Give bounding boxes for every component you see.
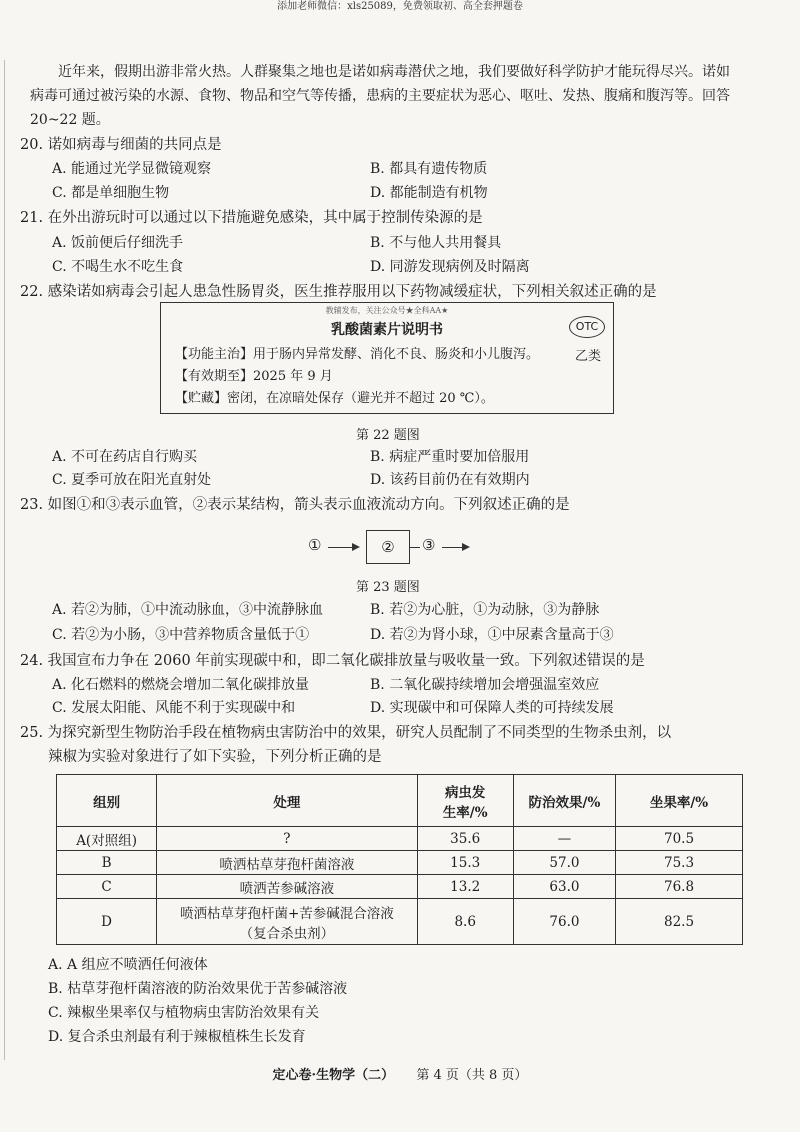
table-header-row	[57, 775, 743, 827]
cell-effect: 76.0	[513, 899, 615, 945]
q21-option-a[interactable]: A. 饭前便后仔细洗手	[52, 235, 184, 251]
header-incidence-line1: 病虫发	[444, 784, 486, 801]
cell-incidence: 35.6	[417, 827, 513, 851]
page-footer	[0, 1064, 800, 1083]
cell-incidence: 13.2	[417, 875, 513, 899]
q25-option-b[interactable]: B. 枯草芽孢杆菌溶液的防治效果优于苦参碱溶液	[48, 981, 348, 997]
otc-badge: OTC	[569, 316, 605, 338]
q22-stem: 22. 感染诺如病毒会引起人患急性肠胃炎，医生推荐服用以下药物减缓症状，下列相关叙述正确的是	[20, 284, 657, 300]
vessel-1-label: ①	[308, 536, 322, 554]
table-row	[57, 875, 743, 899]
top-banner: 添加老师微信：xls25089，免费领取初、高全套押题卷	[277, 1, 523, 12]
q24-option-b[interactable]: B. 二氧化碳持续增加会增强温室效应	[370, 677, 600, 693]
q22-option-c[interactable]: C. 夏季可放在阳光直射处	[52, 472, 212, 488]
medicine-label-figure	[160, 302, 614, 414]
q23-option-d[interactable]: D. 若②为肾小球，①中尿素含量高于③	[370, 627, 614, 643]
q21-stem: 21. 在外出游玩时可以通过以下措施避免感染，其中属于控制传染源的是	[20, 210, 483, 226]
q23-option-a[interactable]: A. 若②为肺，①中流动脉血，③中流静脉血	[52, 602, 324, 618]
cell-effect: —	[513, 827, 615, 851]
header-treatment: 处理	[157, 775, 417, 827]
label-expiry: 【有效期至】2025 年 9 月	[175, 369, 333, 384]
structure-2-box	[366, 530, 410, 564]
arrow-icon	[462, 542, 472, 552]
cell-incidence: 15.3	[417, 851, 513, 875]
cell-fruit-rate: 76.8	[616, 875, 743, 899]
cell-effect: 57.0	[513, 851, 615, 875]
scan-edge	[4, 60, 5, 1060]
q20-stem: 20. 诺如病毒与细菌的共同点是	[20, 137, 222, 153]
otc-category: 乙类	[574, 349, 601, 364]
header-fruit-rate: 坐果率/%	[616, 775, 743, 827]
cell-treatment	[157, 899, 417, 945]
cell-group: D	[57, 899, 157, 945]
footer-page-number: 第 4 页（共 8 页）	[416, 1068, 528, 1083]
q24-option-c[interactable]: C. 发展太阳能、风能不利于实现碳中和	[52, 700, 296, 716]
connector-line	[410, 547, 420, 548]
cell-fruit-rate: 70.5	[616, 827, 743, 851]
q25-option-d[interactable]: D. 复合杀虫剂最有利于辣椒植株生长发育	[48, 1029, 306, 1045]
header-effect: 防治效果/%	[513, 775, 615, 827]
q23-option-c[interactable]: C. 若②为小肠，③中营养物质含量低于①	[52, 627, 310, 643]
cell-treatment-line2: （复合杀虫剂）	[239, 925, 335, 942]
q21-option-c[interactable]: C. 不喝生水不吃生食	[52, 259, 184, 275]
header-group: 组别	[57, 775, 157, 827]
cell-treatment-line1: 喷洒枯草芽孢杆菌+苦参碱混合溶液	[179, 905, 394, 922]
blood-flow-diagram	[306, 530, 476, 566]
structure-2-label: ②	[381, 538, 395, 556]
q24-option-a[interactable]: A. 化石燃料的燃烧会增加二氧化碳排放量	[52, 677, 310, 693]
q25-option-c[interactable]: C. 辣椒坐果率仅与植物病虫害防治效果有关	[48, 1005, 320, 1021]
vessel-3-label: ③	[422, 536, 436, 554]
header-incidence	[417, 775, 513, 827]
cell-fruit-rate: 82.5	[616, 899, 743, 945]
q22-option-b[interactable]: B. 病症严重时要加倍服用	[370, 449, 530, 465]
arrow-icon	[352, 542, 362, 552]
cell-fruit-rate: 75.3	[616, 851, 743, 875]
q22-figure-caption: 第 22 题图	[356, 428, 420, 443]
experiment-table	[56, 774, 743, 945]
label-storage: 【贮藏】密闭，在凉暗处保存（避光并不超过 20 ℃）。	[175, 391, 494, 406]
header-incidence-line2: 生率/%	[442, 804, 488, 821]
cell-effect: 63.0	[513, 875, 615, 899]
q24-option-d[interactable]: D. 实现碳中和可保障人类的可持续发展	[370, 700, 614, 716]
table-row	[57, 851, 743, 875]
q23-option-b[interactable]: B. 若②为心脏，①为动脉，③为静脉	[370, 602, 600, 618]
q25-stem-line1: 25. 为探究新型生物防治手段在植物病虫害防治中的效果，研究人员配制了不同类型的生物杀虫剂，以	[20, 725, 672, 741]
q25-stem-line2: 辣椒为实验对象进行了如下实验，下列分析正确的是	[48, 749, 382, 765]
q22-option-a[interactable]: A. 不可在药店自行购买	[52, 449, 198, 465]
q22-option-d[interactable]: D. 该药目前仍在有效期内	[370, 472, 530, 488]
q24-stem: 24. 我国宣布力争在 2060 年前实现碳中和，即二氧化碳排放量与吸收量一致。下列叙述错误的是	[20, 653, 645, 669]
cell-treatment: 喷洒枯草芽孢杆菌溶液	[157, 851, 417, 875]
cell-treatment: ?	[157, 827, 417, 851]
q21-option-d[interactable]: D. 同游发现病例及时隔离	[370, 259, 530, 275]
cell-group: A(对照组)	[57, 827, 157, 851]
cell-group: B	[57, 851, 157, 875]
footer-brand: 定心卷·生物学（二）	[272, 1068, 395, 1083]
watermark-text: 教辅发布，关注公众号★全科AA★	[325, 306, 449, 315]
q20-option-a[interactable]: A. 能通过光学显微镜观察	[52, 161, 212, 177]
q23-figure-caption: 第 23 题图	[356, 580, 420, 595]
cell-incidence: 8.6	[417, 899, 513, 945]
q20-option-b[interactable]: B. 都具有遗传物质	[370, 161, 488, 177]
medicine-title: 乳酸菌素片说明书	[331, 322, 443, 338]
q20-option-c[interactable]: C. 都是单细胞生物	[52, 185, 170, 201]
q20-option-d[interactable]: D. 都能制造有机物	[370, 185, 488, 201]
intro-paragraph: 近年来，假期出游非常火热。人群聚集之地也是诺如病毒潜伏之地，我们要做好科学防护才能玩得尽兴。诺如病毒可通过被污染的水源、食物、物品和空气等传播，患病的主要症状为恶心、呕吐、发热、腹痛和腹泻等。回答 20~22 题。	[30, 64, 730, 128]
cell-treatment: 喷洒苦参碱溶液	[157, 875, 417, 899]
table-row	[57, 899, 743, 945]
q25-option-a[interactable]: A. A 组应不喷洒任何液体	[48, 957, 208, 973]
table-row	[57, 827, 743, 851]
q21-option-b[interactable]: B. 不与他人共用餐具	[370, 235, 502, 251]
label-function: 【功能主治】用于肠内异常发酵、消化不良、肠炎和小儿腹泻。	[175, 347, 540, 362]
q23-stem: 23. 如图①和③表示血管，②表示某结构，箭头表示血液流动方向。下列叙述正确的是	[20, 497, 570, 513]
cell-group: C	[57, 875, 157, 899]
